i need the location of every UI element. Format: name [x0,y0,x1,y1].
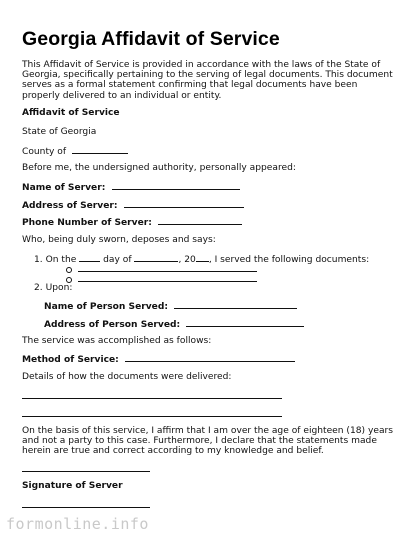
person-address-label: Address of Person Served: [44,320,181,330]
person-name-field[interactable] [174,300,297,309]
signature-line[interactable] [22,471,150,472]
watermark-text: formonline.info [6,515,149,533]
county-label: County of [22,147,67,157]
bullet-circle-icon [66,277,72,283]
person-name-row [44,300,297,312]
server-phone-label: Phone Number of Server: [22,218,152,228]
county-row [22,145,128,157]
year-field[interactable] [196,253,209,262]
server-name-row [22,181,240,193]
intro-paragraph: This Affidavit of Service is provided in accordance with the laws of the State of Georgia, specifically pertaining to the serving of legal documents. This document serves as a formal statement confirming that legal documents have been properly delivered to an individual or entity. [22,60,393,101]
item-1-number: 1. [34,255,43,265]
bullet-circle-icon [66,267,72,273]
item-2-number: 2. [34,283,43,293]
person-address-row [44,318,304,330]
county-field[interactable] [72,145,128,154]
server-address-label: Address of Server: [22,201,118,211]
day-field[interactable] [79,253,100,262]
signature-label: Signature of Server [22,481,123,491]
item-2 [34,283,72,293]
server-phone-field[interactable] [158,216,242,225]
details-line-2[interactable] [22,416,282,417]
server-address-row [22,199,244,211]
document-field-2[interactable] [78,273,257,282]
document-title: Georgia Affidavit of Service [22,28,280,50]
person-name-label: Name of Person Served: [44,302,168,312]
details-label: Details of how the documents were delivered: [22,372,232,382]
month-field[interactable] [134,253,178,262]
server-name-label: Name of Server: [22,183,106,193]
document-list-item [66,273,257,285]
affirmation-paragraph: On the basis of this service, I affirm that I am over the age of eighteen (18) years and not a party to this case. Furthermore, I declare that the statements made herein are true and correct according to my knowledge and belief. [22,426,393,457]
item-1-served: , I served the following documents: [208,255,370,265]
section-heading: Affidavit of Service [22,108,120,118]
server-name-field[interactable] [112,181,240,190]
item-1-day-of: day of [103,255,132,265]
details-line-1[interactable] [22,398,282,399]
method-intro: The service was accomplished as follows: [22,336,212,346]
method-row [22,353,295,365]
person-address-field[interactable] [186,318,304,327]
method-label: Method of Service: [22,355,119,365]
before-me-text: Before me, the undersigned authority, personally appeared: [22,163,296,173]
server-phone-row [22,216,242,228]
server-address-field[interactable] [124,199,244,208]
item-1-on: On the [45,255,77,265]
item-1-year-prefix: , 20 [178,255,196,265]
date-line[interactable] [22,507,150,508]
sworn-text: Who, being duly sworn, deposes and says: [22,235,216,245]
item-2-upon: Upon: [45,283,73,293]
method-field[interactable] [125,353,295,362]
state-line: State of Georgia [22,127,97,137]
document-field-1[interactable] [78,263,257,272]
